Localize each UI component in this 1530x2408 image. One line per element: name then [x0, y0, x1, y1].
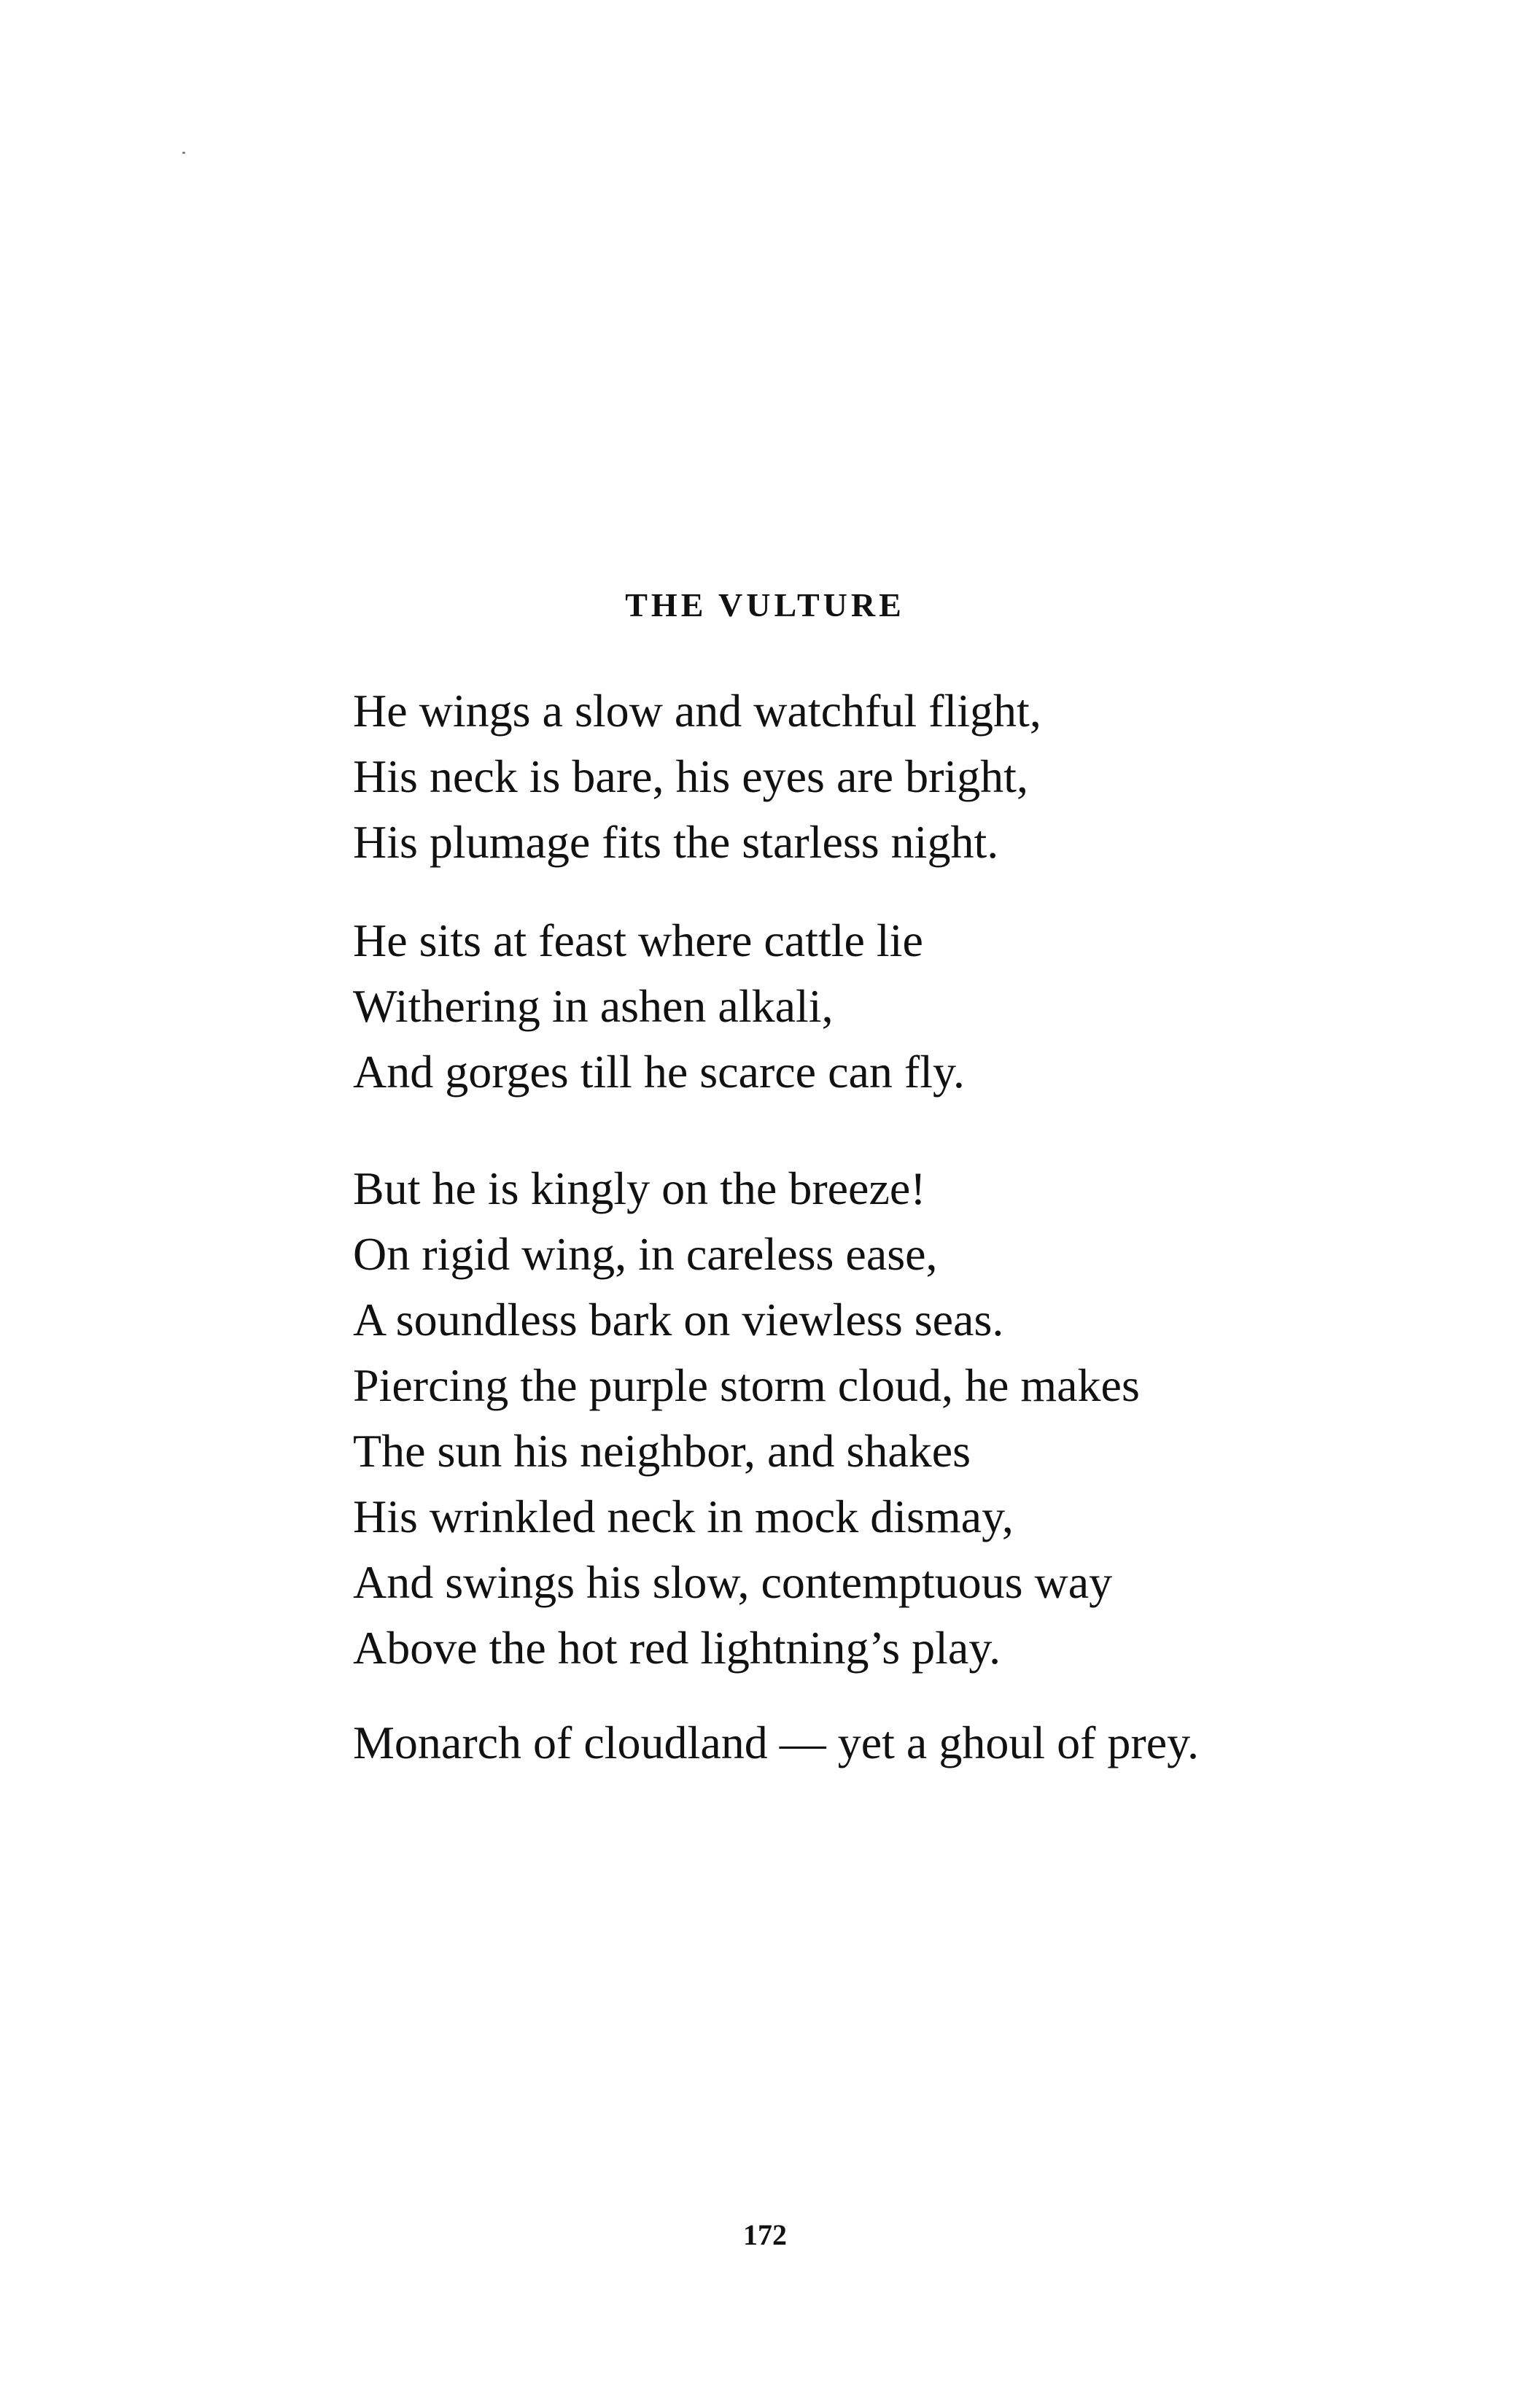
- poem-line: And gorges till he scarce can fly.: [353, 1046, 965, 1098]
- poem-line: His neck is bare, his eyes are bright,: [353, 750, 1028, 802]
- stanza-2: [353, 908, 1491, 1105]
- poem-line: And swings his slow, contemptuous way: [353, 1556, 1113, 1608]
- page-number: 172: [743, 2218, 787, 2251]
- poem-line: Monarch of cloudland — yet a ghoul of prey.: [353, 1717, 1199, 1768]
- poem-line: On rigid wing, in careless ease,: [353, 1228, 938, 1280]
- poem-line: But he is kingly on the breeze!: [353, 1162, 926, 1214]
- poem-line: His wrinkled neck in mock dismay,: [353, 1491, 1014, 1542]
- paper-speck: [182, 152, 185, 154]
- poem-title: THE VULTURE: [625, 586, 905, 624]
- poem-line: The sun his neighbor, and shakes: [353, 1425, 971, 1477]
- stanza-4: [353, 1710, 1491, 1776]
- poem-line: Piercing the purple storm cloud, he makes: [353, 1359, 1140, 1411]
- poem-line: His plumage fits the starless night.: [353, 816, 999, 868]
- stanza-1: [353, 678, 1491, 875]
- poem-line: He wings a slow and watchful flight,: [353, 685, 1041, 737]
- poem-line: A soundless bark on viewless seas.: [353, 1294, 1004, 1345]
- poem-line: Above the hot red lightning’s play.: [353, 1622, 1001, 1674]
- poem-line: Withering in ashen alkali,: [353, 980, 834, 1032]
- poem-line: He sits at feast where cattle lie: [353, 914, 923, 966]
- stanza-3: [353, 1156, 1491, 1681]
